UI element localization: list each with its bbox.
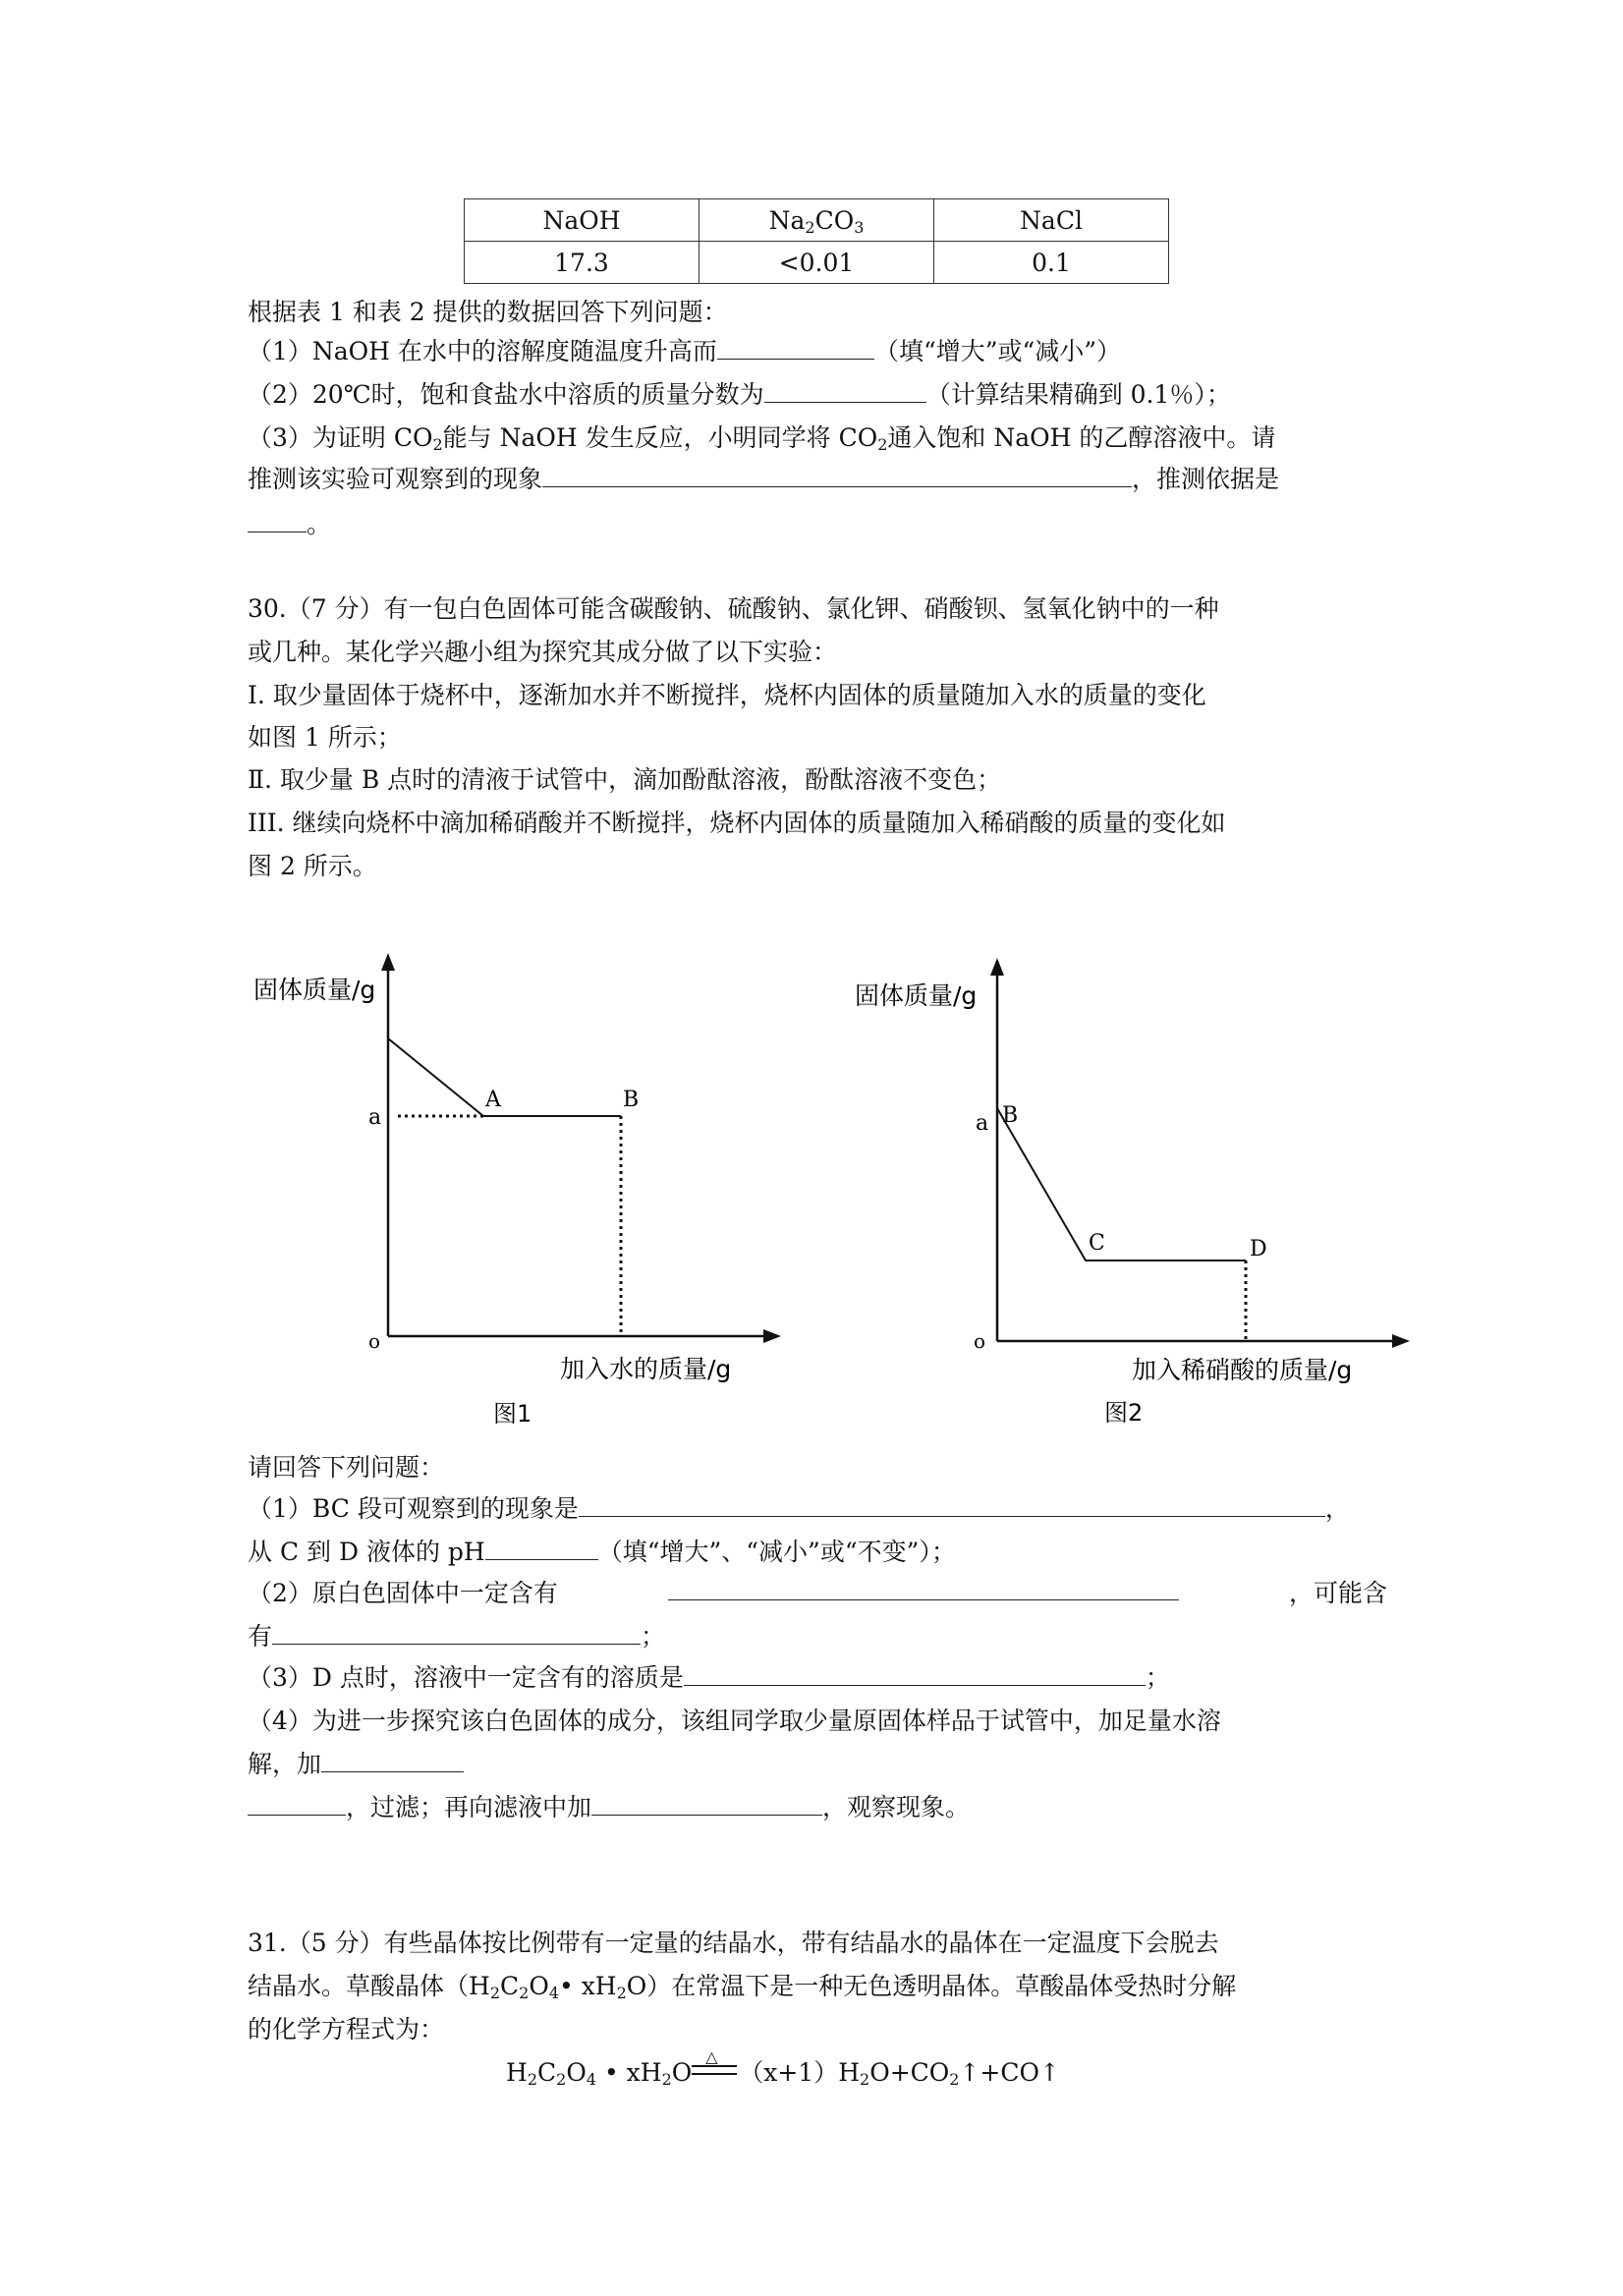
q30-step2: Ⅱ. 取少量 B 点时的清液于试管中，滴加酚酞溶液，酚酞溶液不变色； <box>248 765 1002 794</box>
chemical-equation <box>506 2047 1060 2089</box>
q30-answer1 <box>248 1493 1350 1525</box>
fig1-ylabel: 固体质量/g <box>253 976 376 1004</box>
q30-answer4-line3 <box>248 1792 970 1823</box>
fig1-xlabel: 加入水的质量/g <box>560 1355 732 1383</box>
q29-part3-line3 <box>248 509 331 540</box>
fig2-point-c: C <box>1089 1231 1105 1256</box>
q29-part2 <box>248 379 1231 411</box>
subscript: 2 <box>860 2070 870 2089</box>
mass-curve <box>997 1108 1246 1260</box>
table-header-nacl: NaCl <box>934 199 1169 242</box>
fig2-xlabel: 加入稀硝酸的质量/g <box>1132 1356 1353 1384</box>
x-axis-arrow <box>763 1329 781 1343</box>
table-cell: <0.01 <box>700 242 934 284</box>
eq-text: H <box>506 2058 528 2087</box>
q31-text: 结晶水。草酸晶体（H <box>248 1972 490 2000</box>
table-header-na2co3: $Na_2CO_3$ <box>700 199 934 242</box>
q31-line2 <box>248 1971 1236 2002</box>
figure-1-graph <box>236 943 806 1434</box>
q29-part3 <box>248 422 1275 454</box>
eq-text: • xH <box>596 2058 662 2087</box>
eq-text: O <box>671 2058 693 2087</box>
q30-answer3 <box>248 1662 1170 1694</box>
q29-part1-hint: （填“增大”或“减小”） <box>873 337 1122 365</box>
q29-part1-text: （1）NaOH 在水中的溶解度随温度升高而 <box>248 337 717 365</box>
q29-part3-text-b: 能与 NaOH 发生反应，小明同学将 CO <box>442 423 878 452</box>
figure-2-graph <box>845 943 1415 1434</box>
q29-part3-line2 <box>248 464 1279 495</box>
x-axis-arrow <box>1392 1334 1410 1348</box>
fig2-origin: o <box>974 1329 986 1353</box>
q31-text: O）在常温下是一种无色透明晶体。草酸晶体受热时分解 <box>626 1972 1237 2000</box>
q30-answer4-line2 <box>248 1749 464 1780</box>
fig2-a-label: a <box>976 1111 989 1136</box>
answer-blank[interactable] <box>668 1578 1179 1600</box>
answer-blank[interactable] <box>684 1663 1146 1686</box>
answer-blank[interactable] <box>321 1750 464 1772</box>
q30-step1-b: 如图 1 所示； <box>248 723 402 752</box>
q29-period: 。 <box>307 510 332 538</box>
q31-text: C <box>500 1972 520 2000</box>
answer-blank[interactable] <box>248 510 307 532</box>
q29-part1 <box>248 336 1121 367</box>
q31-line1: 31.（5 分）有些晶体按比例带有一定量的结晶水，带有结晶水的晶体在一定温度下会脱去 <box>248 1929 1219 1957</box>
q29-part3-text-c: 通入饱和 NaOH 的乙醇溶液中。请 <box>887 423 1276 452</box>
q29-part3-phenomenon: 推测该实验可观察到的现象 <box>248 465 543 493</box>
q30-ph-hint: （填“增大”、“减小”或“不变”）； <box>597 1538 956 1566</box>
q29-part3-basis: ，推测依据是 <box>1132 465 1280 493</box>
q30-answer2-text: （2）原白色固体中一定含有 <box>248 1579 558 1607</box>
subscript: 4 <box>586 2070 597 2089</box>
answer-blank[interactable] <box>591 1793 822 1816</box>
subscript: 2 <box>432 435 443 454</box>
answer-blank[interactable] <box>579 1494 1325 1517</box>
q31-line3: 的化学方程式为： <box>248 2015 445 2044</box>
q29-part2-hint: （计算结果精确到 0.1％）； <box>925 380 1231 409</box>
subscript: 2 <box>877 435 888 454</box>
q30-line2: 或几种。某化学兴趣小组为探究其成分做了以下实验： <box>248 638 838 666</box>
q30-answer2 <box>248 1578 1387 1609</box>
q30-answer4: （4）为进一步探究该白色固体的成分，该组同学取少量原固体样品于试管中，加足量水溶 <box>248 1707 1221 1735</box>
q30-answer4-filter: ，过滤；再向滤液中加 <box>346 1793 592 1821</box>
y-axis-arrow <box>990 958 1004 976</box>
heat-equals-sign <box>692 2047 739 2083</box>
q29-intro: 根据表 1 和表 2 提供的数据回答下列问题： <box>248 298 728 326</box>
q29-part2-text: （2）20℃时，饱和食盐水中溶质的质量分数为 <box>248 380 764 409</box>
q30-step3-b: 图 2 所示。 <box>248 852 377 880</box>
answer-blank[interactable] <box>248 1793 346 1816</box>
answer-blank[interactable] <box>542 465 1132 487</box>
equals-bar <box>692 2073 737 2075</box>
q30-step3: III. 继续向烧杯中滴加稀硝酸并不断搅拌，烧杯内固体的质量随加入稀硝酸的质量的变化如 <box>248 809 1226 837</box>
subscript: 2 <box>949 2070 960 2089</box>
y-axis-arrow <box>381 953 395 971</box>
q30-answer1-text: （1）BC 段可观察到的现象是 <box>248 1494 579 1523</box>
table-header-naoh: NaOH <box>465 199 700 242</box>
table-row <box>465 242 1169 284</box>
q30-answer3-text: （3）D 点时，溶液中一定含有的溶质是 <box>248 1663 684 1692</box>
eq-text: ↑+CO↑ <box>959 2058 1060 2087</box>
fig2-point-b: B <box>1002 1103 1019 1128</box>
eq-text: C <box>537 2058 557 2087</box>
fig2-caption: 图2 <box>1104 1399 1144 1427</box>
q30-answer4-add: 解，加 <box>248 1750 322 1778</box>
subscript: 2 <box>616 1984 627 2002</box>
q30-semicolon: ； <box>1145 1663 1170 1692</box>
q30-comma: ， <box>1324 1494 1350 1523</box>
q30-answer2-you: 有 <box>248 1622 273 1651</box>
heat-triangle-icon: △ <box>705 2047 718 2066</box>
q30-answer2-line2 <box>248 1621 665 1652</box>
table-cell: 0.1 <box>934 242 1169 284</box>
fig1-a-label: a <box>368 1105 382 1130</box>
q30-semicolon: ； <box>641 1622 666 1651</box>
subscript: 4 <box>548 1984 560 2002</box>
table-header-row <box>465 199 1169 242</box>
mass-curve <box>388 1038 621 1116</box>
subscript: 2 <box>556 2070 567 2089</box>
q30-step1: Ⅰ. 取少量固体于烧杯中，逐渐加水并不断搅拌，烧杯内固体的质量随加入水的质量的变化 <box>248 681 1206 709</box>
solubility-table <box>464 198 1169 284</box>
fig1-caption: 图1 <box>493 1400 532 1428</box>
q31-text: O <box>529 1972 549 2000</box>
q30-ask: 请回答下列问题： <box>248 1453 445 1482</box>
fig1-origin: o <box>368 1329 381 1353</box>
answer-blank[interactable] <box>764 380 926 403</box>
subscript: 2 <box>527 2070 537 2089</box>
eq-text: O+CO <box>869 2058 950 2087</box>
eq-text: （x+1）H <box>739 2058 861 2087</box>
q29-part3-text-a: （3）为证明 CO <box>248 423 433 452</box>
q30-line1: 30.（7 分）有一包白色固体可能含碳酸钠、硫酸钠、氯化钾、硝酸钡、氢氧化钠中的一种 <box>248 594 1219 623</box>
q30-answer2-row <box>248 1578 1387 1609</box>
subscript: 2 <box>489 1984 500 2002</box>
fig2-point-d: D <box>1250 1237 1267 1261</box>
eq-text: O <box>566 2058 587 2087</box>
q30-answer1-line2 <box>248 1537 956 1568</box>
table-cell: 17.3 <box>465 242 700 284</box>
fig1-point-b: B <box>623 1088 640 1112</box>
answer-blank[interactable] <box>717 337 874 360</box>
answer-blank[interactable] <box>485 1538 598 1560</box>
q30-answer4-observe: ，观察现象。 <box>822 1793 971 1821</box>
fig2-ylabel: 固体质量/g <box>855 981 978 1010</box>
equals-bar <box>692 2065 737 2067</box>
q31-text: • xH <box>559 1972 617 2000</box>
subscript: 2 <box>519 1984 530 2002</box>
subscript: 2 <box>661 2070 672 2089</box>
q30-ph-text: 从 C 到 D 液体的 pH <box>248 1538 485 1566</box>
answer-blank[interactable] <box>272 1622 641 1645</box>
fig1-point-a: A <box>485 1088 501 1112</box>
q30-answer2-maybe: ，可能含 <box>1288 1579 1387 1607</box>
